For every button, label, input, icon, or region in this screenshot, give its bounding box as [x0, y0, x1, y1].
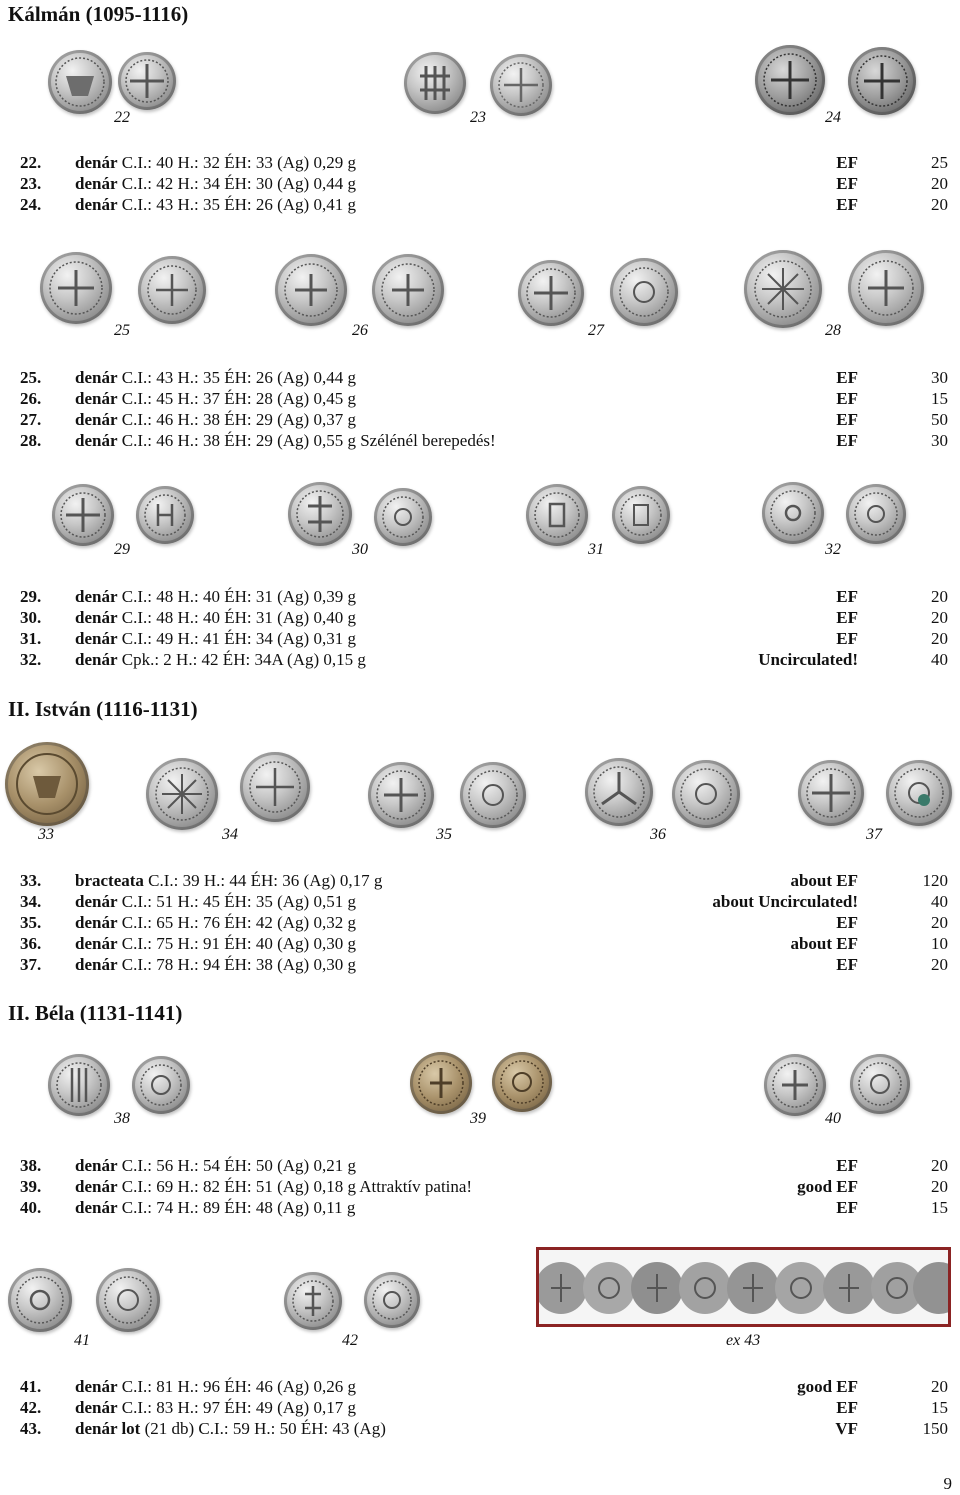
lot-reference: (21 db) C.I.: 59 H.: 50 ÉH: 43 (Ag) [144, 1419, 386, 1438]
lot-price: 20 [931, 174, 948, 193]
lot-row [0, 367, 960, 388]
lot-price: 20 [931, 629, 948, 648]
coin-image-25-reverse [138, 256, 206, 324]
coin-image-26-reverse [372, 254, 444, 326]
lot-type: denár [75, 608, 118, 627]
lot-type: denár [75, 389, 118, 408]
lot-row [0, 1397, 960, 1418]
lot-reference: C.I.: 48 H.: 40 ÉH: 31 (Ag) 0,40 g [121, 608, 356, 627]
lot-reference: C.I.: 45 H.: 37 ÉH: 28 (Ag) 0,45 g [121, 389, 356, 408]
coin-image-28-reverse [848, 250, 924, 326]
lot-reference: C.I.: 75 H.: 91 ÉH: 40 (Ag) 0,30 g [121, 934, 356, 953]
lot-description [75, 430, 496, 451]
lot-description [75, 194, 356, 215]
coin-label: 41 [74, 1332, 90, 1349]
lot-grade: EF [836, 629, 858, 648]
coin-image-29-obverse [52, 484, 114, 546]
lot-row [0, 628, 960, 649]
coin-label: 28 [825, 322, 841, 339]
coin-image-35-obverse [368, 762, 434, 828]
coin-image-36-reverse [672, 760, 740, 828]
lot-grade: EF [836, 587, 858, 606]
lot-price: 20 [931, 913, 948, 932]
coin-label: 23 [470, 109, 486, 126]
lot-grade: EF [836, 1198, 858, 1217]
lot-number: 43. [20, 1419, 42, 1438]
lot-price: 120 [922, 871, 948, 890]
lot-reference: C.I.: 51 H.: 45 ÉH: 35 (Ag) 0,51 g [121, 892, 356, 911]
lot-reference: C.I.: 40 H.: 32 ÉH: 33 (Ag) 0,29 g [121, 153, 356, 172]
lot-grade: EF [836, 431, 858, 450]
lot-number: 28. [20, 431, 42, 450]
lot-type: denár [75, 1398, 118, 1417]
lot-grade: EF [836, 608, 858, 627]
coin-label: 29 [114, 541, 130, 558]
coin-image-30-obverse [288, 482, 352, 546]
lot-description [75, 607, 356, 628]
lot-reference: C.I.: 48 H.: 40 ÉH: 31 (Ag) 0,39 g [121, 587, 356, 606]
lot-grade: good EF [797, 1177, 858, 1196]
lot-price: 40 [931, 650, 948, 669]
lot-price: 25 [931, 153, 948, 172]
lot-number: 32. [20, 650, 42, 669]
lot-type: denár [75, 1377, 118, 1396]
lot-row [0, 152, 960, 173]
lot-row [0, 409, 960, 430]
lot-number: 31. [20, 629, 42, 648]
lot-description [75, 367, 356, 388]
section-title-istvan: II. István (1116-1131) [8, 697, 198, 721]
coin-image-24-reverse [848, 47, 916, 115]
lot-reference: C.I.: 43 H.: 35 ÉH: 26 (Ag) 0,44 g [121, 368, 356, 387]
lot-description [75, 870, 382, 891]
lot-row [0, 1155, 960, 1176]
lot-grade: EF [836, 955, 858, 974]
lot-grade: about Uncirculated! [712, 892, 858, 911]
lot-number: 42. [20, 1398, 42, 1417]
lot-description [75, 1197, 355, 1218]
lot-price: 10 [931, 934, 948, 953]
lot-description [75, 1155, 356, 1176]
lot-43-coin-strip [536, 1247, 951, 1327]
lot-number: 26. [20, 389, 42, 408]
lot-type: denár [75, 431, 118, 450]
lot-number: 35. [20, 913, 42, 932]
coin-image-39-obverse [410, 1052, 472, 1114]
lot-price: 50 [931, 410, 948, 429]
coin-image-40-reverse [850, 1054, 910, 1114]
lot-reference: C.I.: 46 H.: 38 ÉH: 29 (Ag) 0,55 g Szélénél berepedés! [121, 431, 496, 450]
lot-type: bracteata [75, 871, 144, 890]
lot-row [0, 173, 960, 194]
page-number: 9 [943, 1474, 952, 1493]
lot-grade: Uncirculated! [758, 650, 858, 669]
lot-description [75, 649, 366, 670]
lot-reference: C.I.: 78 H.: 94 ÉH: 38 (Ag) 0,30 g [121, 955, 356, 974]
coin-image-32-obverse [762, 482, 824, 544]
lot-row [0, 933, 960, 954]
lot-number: 23. [20, 174, 42, 193]
coin-image-22-obverse [48, 50, 112, 114]
lot-price: 20 [931, 1177, 948, 1196]
coin-label: 33 [38, 826, 54, 843]
coin-image-25-obverse [40, 252, 112, 324]
lot-number: 38. [20, 1156, 42, 1175]
coin-image-31-obverse [526, 484, 588, 546]
coin-image-31-reverse [612, 486, 670, 544]
lot-description [75, 586, 356, 607]
lot-number: 25. [20, 368, 42, 387]
lot-type: denár [75, 913, 118, 932]
coin-label: 42 [342, 1332, 358, 1349]
lot-type: denár [75, 1156, 118, 1175]
lot-type: denár [75, 587, 118, 606]
lot-price: 20 [931, 1377, 948, 1396]
coin-image-32-reverse [846, 484, 906, 544]
lot-description [75, 409, 356, 430]
lot-row [0, 430, 960, 451]
coin-image-24-obverse [755, 45, 825, 115]
coin-image-38-reverse [132, 1056, 190, 1114]
lot-reference: C.I.: 56 H.: 54 ÉH: 50 (Ag) 0,21 g [121, 1156, 356, 1175]
coin-label: ex 43 [726, 1332, 761, 1349]
coin-image-41-obverse [8, 1268, 72, 1332]
coin-image-26-obverse [275, 254, 347, 326]
lot-number: 39. [20, 1177, 42, 1196]
lot-row [0, 891, 960, 912]
coin-label: 34 [222, 826, 238, 843]
lot-type: denár lot [75, 1419, 141, 1438]
lot-row [0, 912, 960, 933]
coin-image-27-reverse [610, 258, 678, 326]
lot-grade: EF [836, 1398, 858, 1417]
coin-label: 36 [650, 826, 666, 843]
coin-image-39-reverse [492, 1052, 552, 1112]
section-title-kalman: Kálmán (1095-1116) [8, 2, 189, 26]
coin-image-27-obverse [518, 260, 584, 326]
lot-type: denár [75, 174, 118, 193]
coin-label: 32 [825, 541, 841, 558]
lot-grade: EF [836, 410, 858, 429]
lot-reference: C.I.: 49 H.: 41 ÉH: 34 (Ag) 0,31 g [121, 629, 356, 648]
coin-label: 35 [436, 826, 452, 843]
lot-reference: C.I.: 39 H.: 44 ÉH: 36 (Ag) 0,17 g [148, 871, 383, 890]
coin-image-34-obverse [146, 758, 218, 830]
lot-grade: EF [836, 368, 858, 387]
lot-description [75, 954, 356, 975]
lot-description [75, 891, 356, 912]
lot-grade: EF [836, 389, 858, 408]
lot-type: denár [75, 955, 118, 974]
lot-grade: about EF [790, 871, 858, 890]
lot-grade: EF [836, 195, 858, 214]
lot-reference: C.I.: 46 H.: 38 ÉH: 29 (Ag) 0,37 g [121, 410, 356, 429]
section-title-bela: II. Béla (1131-1141) [8, 1001, 183, 1025]
lot-reference: Cpk.: 2 H.: 42 ÉH: 34A (Ag) 0,15 g [121, 650, 366, 669]
lot-type: denár [75, 892, 118, 911]
lot-grade: about EF [790, 934, 858, 953]
lot-reference: C.I.: 65 H.: 76 ÉH: 42 (Ag) 0,32 g [121, 913, 356, 932]
coin-image-22-reverse [118, 52, 176, 110]
lot-type: denár [75, 629, 118, 648]
coin-label: 25 [114, 322, 130, 339]
lot-type: denár [75, 153, 118, 172]
lot-description [75, 933, 356, 954]
lot-description [75, 1418, 386, 1439]
lot-grade: VF [835, 1419, 858, 1438]
lot-type: denár [75, 1198, 118, 1217]
coin-images-33-37 [0, 742, 960, 852]
lot-number: 29. [20, 587, 42, 606]
coin-image-23-reverse [490, 54, 552, 116]
coin-image-29-reverse [136, 486, 194, 544]
coin-image-37-reverse [886, 760, 952, 826]
lot-number: 27. [20, 410, 42, 429]
coin-image-34-reverse [240, 752, 310, 822]
coin-images-29-32 [0, 482, 960, 564]
lot-price: 40 [931, 892, 948, 911]
coin-image-28-obverse [744, 250, 822, 328]
coin-label: 30 [352, 541, 368, 558]
lot-number: 41. [20, 1377, 42, 1396]
lot-row [0, 586, 960, 607]
lot-reference: C.I.: 43 H.: 35 ÉH: 26 (Ag) 0,41 g [121, 195, 356, 214]
lot-description [75, 1376, 356, 1397]
lot-type: denár [75, 934, 118, 953]
lot-description [75, 912, 356, 933]
lot-row [0, 954, 960, 975]
lot-grade: good EF [797, 1377, 858, 1396]
lot-row [0, 388, 960, 409]
lot-grade: EF [836, 913, 858, 932]
lot-reference: C.I.: 81 H.: 96 ÉH: 46 (Ag) 0,26 g [121, 1377, 356, 1396]
coin-image-37-obverse [798, 760, 864, 826]
coin-label: 22 [114, 109, 130, 126]
lot-row [0, 194, 960, 215]
coin-images-38-40 [0, 1050, 960, 1135]
lot-number: 30. [20, 608, 42, 627]
lot-grade: EF [836, 174, 858, 193]
lot-price: 30 [931, 431, 948, 450]
lot-row [0, 649, 960, 670]
coin-label: 39 [470, 1110, 486, 1127]
coin-label: 40 [825, 1110, 841, 1127]
coin-label: 37 [866, 826, 882, 843]
lot-number: 22. [20, 153, 42, 172]
lot-type: denár [75, 368, 118, 387]
coin-image-38-obverse [48, 1054, 110, 1116]
lot-price: 15 [931, 389, 948, 408]
lot-price: 20 [931, 955, 948, 974]
coin-image-40-obverse [764, 1054, 826, 1116]
lot-description [75, 1397, 356, 1418]
lot-row [0, 1418, 960, 1439]
coin-image-41-reverse [96, 1268, 160, 1332]
coin-image-42-reverse [364, 1272, 420, 1328]
lot-price: 20 [931, 1156, 948, 1175]
coin-image-36-obverse [585, 758, 653, 826]
lot-row [0, 1176, 960, 1197]
lot-grade: EF [836, 1156, 858, 1175]
lot-row [0, 870, 960, 891]
lot-description [75, 1176, 472, 1197]
coin-label: 27 [588, 322, 604, 339]
coin-image-33 [5, 742, 89, 826]
lot-reference: C.I.: 69 H.: 82 ÉH: 51 (Ag) 0,18 g Attraktív patina! [121, 1177, 473, 1196]
lot-type: denár [75, 650, 118, 669]
coin-image-30-reverse [374, 488, 432, 546]
coin-image-42-obverse [284, 1272, 342, 1330]
lot-number: 37. [20, 955, 42, 974]
lot-row [0, 1197, 960, 1218]
lot-price: 15 [931, 1198, 948, 1217]
lot-description [75, 152, 356, 173]
lot-description [75, 628, 356, 649]
coin-label: 24 [825, 109, 841, 126]
lot-43-coin-strip-image [539, 1250, 948, 1324]
lot-price: 150 [922, 1419, 948, 1438]
lot-row [0, 1376, 960, 1397]
lot-number: 36. [20, 934, 42, 953]
lot-type: denár [75, 1177, 118, 1196]
lot-reference: C.I.: 42 H.: 34 ÉH: 30 (Ag) 0,44 g [121, 174, 356, 193]
lot-description [75, 388, 356, 409]
lot-price: 30 [931, 368, 948, 387]
lot-price: 20 [931, 608, 948, 627]
coin-image-23-obverse [404, 52, 466, 114]
coin-images-25-28 [0, 250, 960, 345]
lot-price: 15 [931, 1398, 948, 1417]
lot-type: denár [75, 410, 118, 429]
lot-price: 20 [931, 195, 948, 214]
coin-label: 26 [352, 322, 368, 339]
coin-label: 31 [588, 541, 604, 558]
lot-type: denár [75, 195, 118, 214]
lot-row [0, 607, 960, 628]
lot-price: 20 [931, 587, 948, 606]
coin-image-35-reverse [460, 762, 526, 828]
lot-description [75, 173, 356, 194]
lot-number: 33. [20, 871, 42, 890]
lot-number: 24. [20, 195, 42, 214]
coin-label: 38 [114, 1110, 130, 1127]
lot-number: 40. [20, 1198, 42, 1217]
coin-images-22-24 [0, 45, 960, 135]
lot-grade: EF [836, 153, 858, 172]
lot-reference: C.I.: 83 H.: 97 ÉH: 49 (Ag) 0,17 g [121, 1398, 356, 1417]
lot-number: 34. [20, 892, 42, 911]
lot-reference: C.I.: 74 H.: 89 ÉH: 48 (Ag) 0,11 g [121, 1198, 356, 1217]
